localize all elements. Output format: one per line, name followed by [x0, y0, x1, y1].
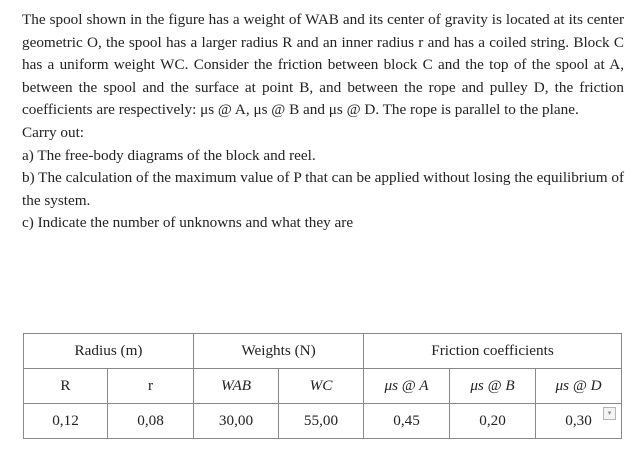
problem-paragraph: The spool shown in the figure has a weight of WAB and its center of gravity is located at its center geometric O, the spool has a larger radius R and an inner radius r and has a coiled string. Block C has a uniform weight WC. Consider the friction between block C and the top of the spool at A, between the spool and the surface at point B, and between the rope and pulley D, the friction coefficients are respectively: μs @ A, μs @ B and μs @ D. The rope is parallel to the plane. — [22, 11, 624, 119]
carry-out-label: Carry out: — [22, 123, 85, 141]
col-header-WC: WC — [279, 369, 364, 404]
value-WAB: 30,00 — [194, 404, 279, 439]
value-mu-A: 0,45 — [364, 404, 450, 439]
radius-header: Radius (m) — [24, 334, 194, 369]
value-mu-D: 0,30 — [565, 412, 592, 429]
col-header-R: R — [24, 369, 108, 404]
value-r: 0,08 — [108, 404, 194, 439]
value-WC: 55,00 — [279, 404, 364, 439]
value-mu-D-cell — [536, 404, 622, 439]
group-header-row — [24, 334, 622, 369]
value-R: 0,12 — [24, 404, 108, 439]
friction-header: Friction coefficients — [364, 334, 622, 369]
item-a: a) The free-body diagrams of the block and reel. — [22, 146, 316, 164]
weights-header: Weights (N) — [194, 334, 364, 369]
problem-statement — [22, 9, 624, 235]
dropdown-arrow-icon[interactable]: ▾ — [603, 407, 616, 420]
values-row — [24, 404, 622, 439]
col-header-r: r — [108, 369, 194, 404]
col-header-mu-D: μs @ D — [536, 369, 622, 404]
item-b: b) The calculation of the maximum value of P that can be applied without losing the equilibrium of the system. — [22, 169, 624, 209]
col-header-mu-B: μs @ B — [450, 369, 536, 404]
column-header-row — [24, 369, 622, 404]
data-table — [23, 333, 621, 439]
col-header-WAB: WAB — [194, 369, 279, 404]
col-header-mu-A: μs @ A — [364, 369, 450, 404]
value-mu-B: 0,20 — [450, 404, 536, 439]
item-c: c) Indicate the number of unknowns and what they are — [22, 214, 354, 232]
